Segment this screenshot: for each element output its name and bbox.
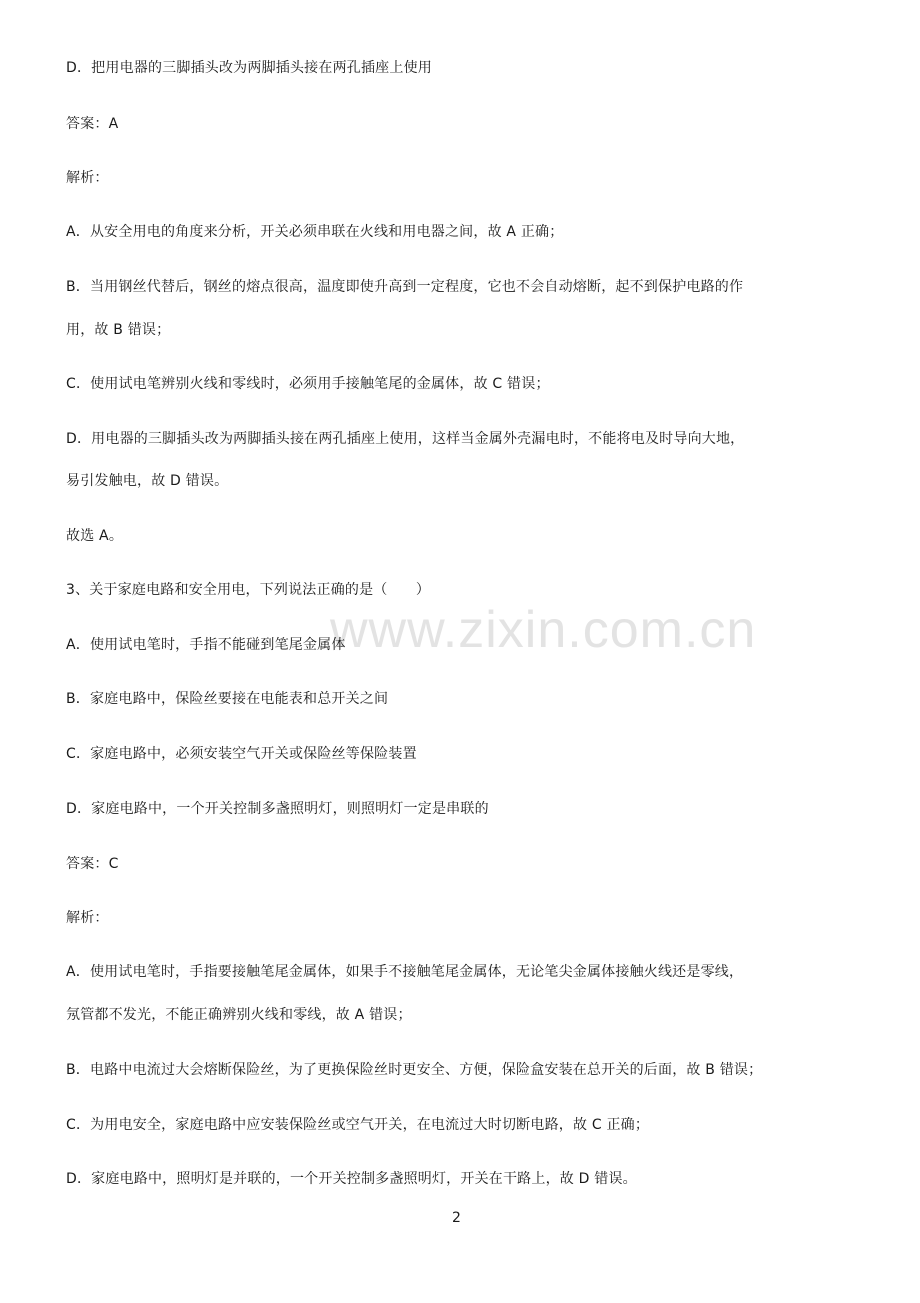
- analysis-label-q2: 解析：: [66, 170, 109, 186]
- answer-q3: 答案：C: [66, 856, 119, 872]
- option-a-q3: A．使用试电笔时，手指不能碰到笔尾金属体: [66, 637, 346, 653]
- answer-q2: 答案：A: [66, 116, 119, 132]
- analysis-b-q2: B．当用钢丝代替后，钢丝的熔点很高，温度即使升高到一定程度，它也不会自动熔断，起不到保护电路的作: [66, 279, 744, 295]
- option-c-q3: C．家庭电路中，必须安装空气开关或保险丝等保险装置: [66, 746, 417, 762]
- conclusion-q2: 故选 A。: [66, 528, 124, 544]
- analysis-a-q3: A．使用试电笔时，手指要接触笔尾金属体，如果手不接触笔尾金属体，无论笔尖金属体接触火线还是零线，: [66, 964, 744, 980]
- analysis-c-q3: C．为用电安全，家庭电路中应安装保险丝或空气开关，在电流过大时切断电路，故 C 正确；: [66, 1117, 650, 1133]
- page-number: 2: [452, 1210, 461, 1226]
- analysis-d-q2: D．用电器的三脚插头改为两脚插头接在两孔插座上使用，这样当金属外壳漏电时，不能将电及时导向大地，: [66, 431, 745, 447]
- analysis-a-q2: A．从安全用电的角度来分析，开关必须串联在火线和用电器之间，故 A 正确；: [66, 224, 564, 240]
- watermark: www.zixin.com.cn: [330, 601, 757, 659]
- analysis-b-q3: B．电路中电流过大会熔断保险丝，为了更换保险丝时更安全、方便，保险盒安装在总开关的后面，故 B 错误；: [66, 1062, 763, 1078]
- analysis-label-q3: 解析：: [66, 910, 109, 926]
- analysis-d-q2-cont: 易引发触电，故 D 错误。: [66, 473, 229, 489]
- option-d-q2: D．把用电器的三脚插头改为两脚插头接在两孔插座上使用: [66, 60, 432, 76]
- analysis-b-q2-cont: 用，故 B 错误；: [66, 322, 171, 338]
- analysis-d-q3: D．家庭电路中，照明灯是并联的，一个开关控制多盏照明灯，开关在干路上，故 D 错误。: [66, 1171, 637, 1187]
- option-b-q3: B．家庭电路中，保险丝要接在电能表和总开关之间: [66, 691, 389, 707]
- question-3: 3、关于家庭电路和安全用电，下列说法正确的是（ ）: [66, 582, 431, 598]
- option-d-q3: D．家庭电路中，一个开关控制多盏照明灯，则照明灯一定是串联的: [66, 801, 489, 817]
- analysis-a-q3-cont: 氖管都不发光，不能正确辨别火线和零线，故 A 错误；: [66, 1007, 412, 1023]
- analysis-c-q2: C．使用试电笔辨别火线和零线时，必须用手接触笔尾的金属体，故 C 错误；: [66, 376, 550, 392]
